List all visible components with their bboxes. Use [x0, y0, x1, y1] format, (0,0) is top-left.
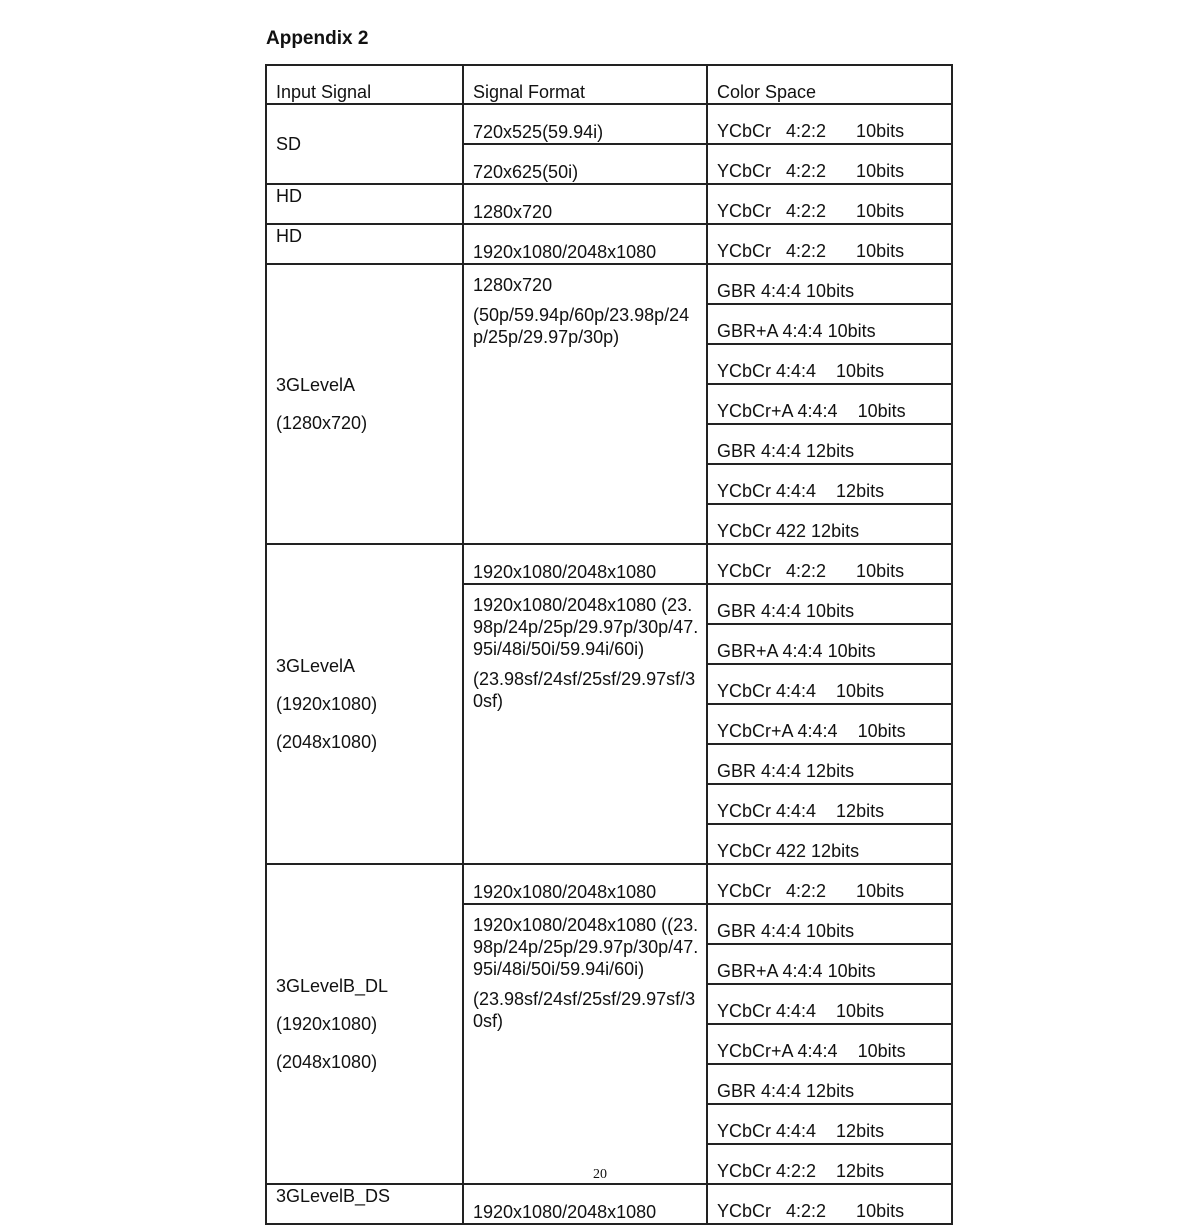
color-space-text: YCbCr+A 4:4:4 10bits	[717, 721, 906, 741]
color-space-cell	[707, 584, 952, 624]
header-color-space: Color Space	[707, 65, 952, 104]
color-space-cell	[707, 224, 952, 264]
input-signal-text: HD	[276, 226, 302, 246]
color-space-text: GBR+A 4:4:4 10bits	[717, 321, 876, 341]
color-space-cell	[707, 864, 952, 904]
input-signal-text: 3GLevelB_DS	[276, 1186, 391, 1206]
color-space-text: YCbCr 4:2:2 12bits	[717, 1161, 885, 1181]
input-signal-text: HD	[276, 186, 302, 206]
signal-format-cell: 1280x720	[463, 184, 707, 224]
header-signal-format: Signal Format	[463, 65, 707, 104]
signal-format-cell	[463, 904, 707, 1184]
color-space-cell	[707, 904, 952, 944]
color-space-cell	[707, 544, 952, 584]
color-space-text: YCbCr 4:2:2 10bits	[717, 1201, 905, 1221]
input-signal-cell	[266, 544, 463, 864]
table-row	[266, 264, 952, 304]
input-signal-text: 3GLevelA	[276, 375, 356, 395]
color-space-text: YCbCr 4:2:2 10bits	[717, 121, 905, 141]
color-space-text: YCbCr 4:4:4 10bits	[717, 1001, 885, 1021]
input-signal-cell	[266, 224, 463, 264]
color-space-text: YCbCr 4:4:4 10bits	[717, 681, 885, 701]
color-space-cell	[707, 744, 952, 784]
page-number: 20	[593, 1167, 607, 1182]
input-signal-text: (1280x720)	[276, 413, 368, 433]
color-space-text: GBR 4:4:4 10bits	[717, 921, 855, 941]
color-space-text: GBR 4:4:4 10bits	[717, 281, 855, 301]
color-space-cell	[707, 264, 952, 304]
signal-format-text: (23.98sf/24sf/25sf/29.97sf/30sf)	[473, 669, 696, 711]
input-signal-text: (1920x1080)	[276, 694, 378, 714]
color-space-text: GBR 4:4:4 12bits	[717, 441, 855, 461]
table-row	[266, 104, 952, 144]
signal-format-cell	[463, 584, 707, 864]
color-space-cell	[707, 464, 952, 504]
signal-format-cell: 1920x1080/2048x1080	[463, 224, 707, 264]
color-space-cell	[707, 144, 952, 184]
input-signal-cell	[266, 1184, 463, 1224]
color-space-text: YCbCr+A 4:4:4 10bits	[717, 1041, 906, 1061]
signal-format-text: 1920x1080/2048x1080 ((23.98p/24p/25p/29.97p/30p/47.95i/48i/50i/59.94i/60i)	[473, 915, 699, 979]
input-signal-cell	[266, 184, 463, 224]
color-space-cell	[707, 344, 952, 384]
table-header-row	[266, 65, 952, 104]
color-space-cell	[707, 984, 952, 1024]
input-signal-text: (2048x1080)	[276, 732, 378, 752]
table-row	[266, 184, 952, 224]
input-signal-text: SD	[276, 134, 302, 154]
color-space-cell	[707, 504, 952, 544]
table-body	[266, 104, 952, 1224]
color-space-cell	[707, 304, 952, 344]
signal-format-cell: 1920x1080/2048x1080	[463, 1184, 707, 1224]
input-signal-text: (2048x1080)	[276, 1052, 378, 1072]
color-space-cell	[707, 1064, 952, 1104]
color-space-text: YCbCr 4:2:2 10bits	[717, 881, 905, 901]
table-row	[266, 1184, 952, 1224]
color-space-cell	[707, 384, 952, 424]
signal-format-text: (50p/59.94p/60p/23.98p/24p/25p/29.97p/30p)	[473, 305, 690, 347]
signal-format-text: (23.98sf/24sf/25sf/29.97sf/30sf)	[473, 989, 696, 1031]
color-space-text: YCbCr 4:4:4 12bits	[717, 481, 885, 501]
color-space-cell	[707, 184, 952, 224]
color-space-cell	[707, 624, 952, 664]
header-input-signal: Input Signal	[266, 65, 463, 104]
color-space-text: YCbCr 4:4:4 12bits	[717, 801, 885, 821]
table-row	[266, 224, 952, 264]
color-space-cell	[707, 1104, 952, 1144]
color-space-text: GBR+A 4:4:4 10bits	[717, 641, 876, 661]
color-space-cell	[707, 944, 952, 984]
signal-format-cell: 720x625(50i)	[463, 144, 707, 184]
signal-format-text: 1920x1080/2048x1080 (23.98p/24p/25p/29.97p/30p/47.95i/48i/50i/59.94i/60i)	[473, 595, 699, 659]
color-space-text: YCbCr 4:2:2 10bits	[717, 241, 905, 261]
color-space-cell	[707, 664, 952, 704]
color-space-cell	[707, 784, 952, 824]
input-signal-text: 3GLevelB_DL	[276, 976, 389, 996]
color-space-text: YCbCr 422 12bits	[717, 841, 860, 861]
color-space-text: YCbCr 4:2:2 10bits	[717, 561, 905, 581]
input-signal-cell	[266, 104, 463, 184]
color-space-text: GBR 4:4:4 12bits	[717, 1081, 855, 1101]
input-signal-text: (1920x1080)	[276, 1014, 378, 1034]
signal-format-table	[265, 64, 953, 1225]
color-space-text: YCbCr+A 4:4:4 10bits	[717, 401, 906, 421]
signal-format-cell	[463, 264, 707, 544]
color-space-text: GBR 4:4:4 10bits	[717, 601, 855, 621]
signal-format-cell: 1920x1080/2048x1080	[463, 864, 707, 904]
color-space-text: YCbCr 4:4:4 12bits	[717, 1121, 885, 1141]
color-space-cell	[707, 704, 952, 744]
table-row	[266, 864, 952, 904]
color-space-text: GBR 4:4:4 12bits	[717, 761, 855, 781]
color-space-cell	[707, 824, 952, 864]
signal-format-cell: 720x525(59.94i)	[463, 104, 707, 144]
color-space-cell	[707, 1024, 952, 1064]
appendix-title: Appendix 2	[266, 28, 369, 49]
signal-format-cell: 1920x1080/2048x1080	[463, 544, 707, 584]
input-signal-cell	[266, 864, 463, 1184]
color-space-cell	[707, 104, 952, 144]
input-signal-cell	[266, 264, 463, 544]
color-space-text: YCbCr 4:4:4 10bits	[717, 361, 885, 381]
color-space-text: YCbCr 4:2:2 10bits	[717, 161, 905, 181]
color-space-text: YCbCr 4:2:2 10bits	[717, 201, 905, 221]
color-space-text: GBR+A 4:4:4 10bits	[717, 961, 876, 981]
table-row	[266, 544, 952, 584]
input-signal-text: 3GLevelA	[276, 656, 356, 676]
color-space-cell	[707, 424, 952, 464]
color-space-text: YCbCr 422 12bits	[717, 521, 860, 541]
color-space-cell	[707, 1184, 952, 1224]
signal-format-text: 1280x720	[473, 275, 553, 295]
